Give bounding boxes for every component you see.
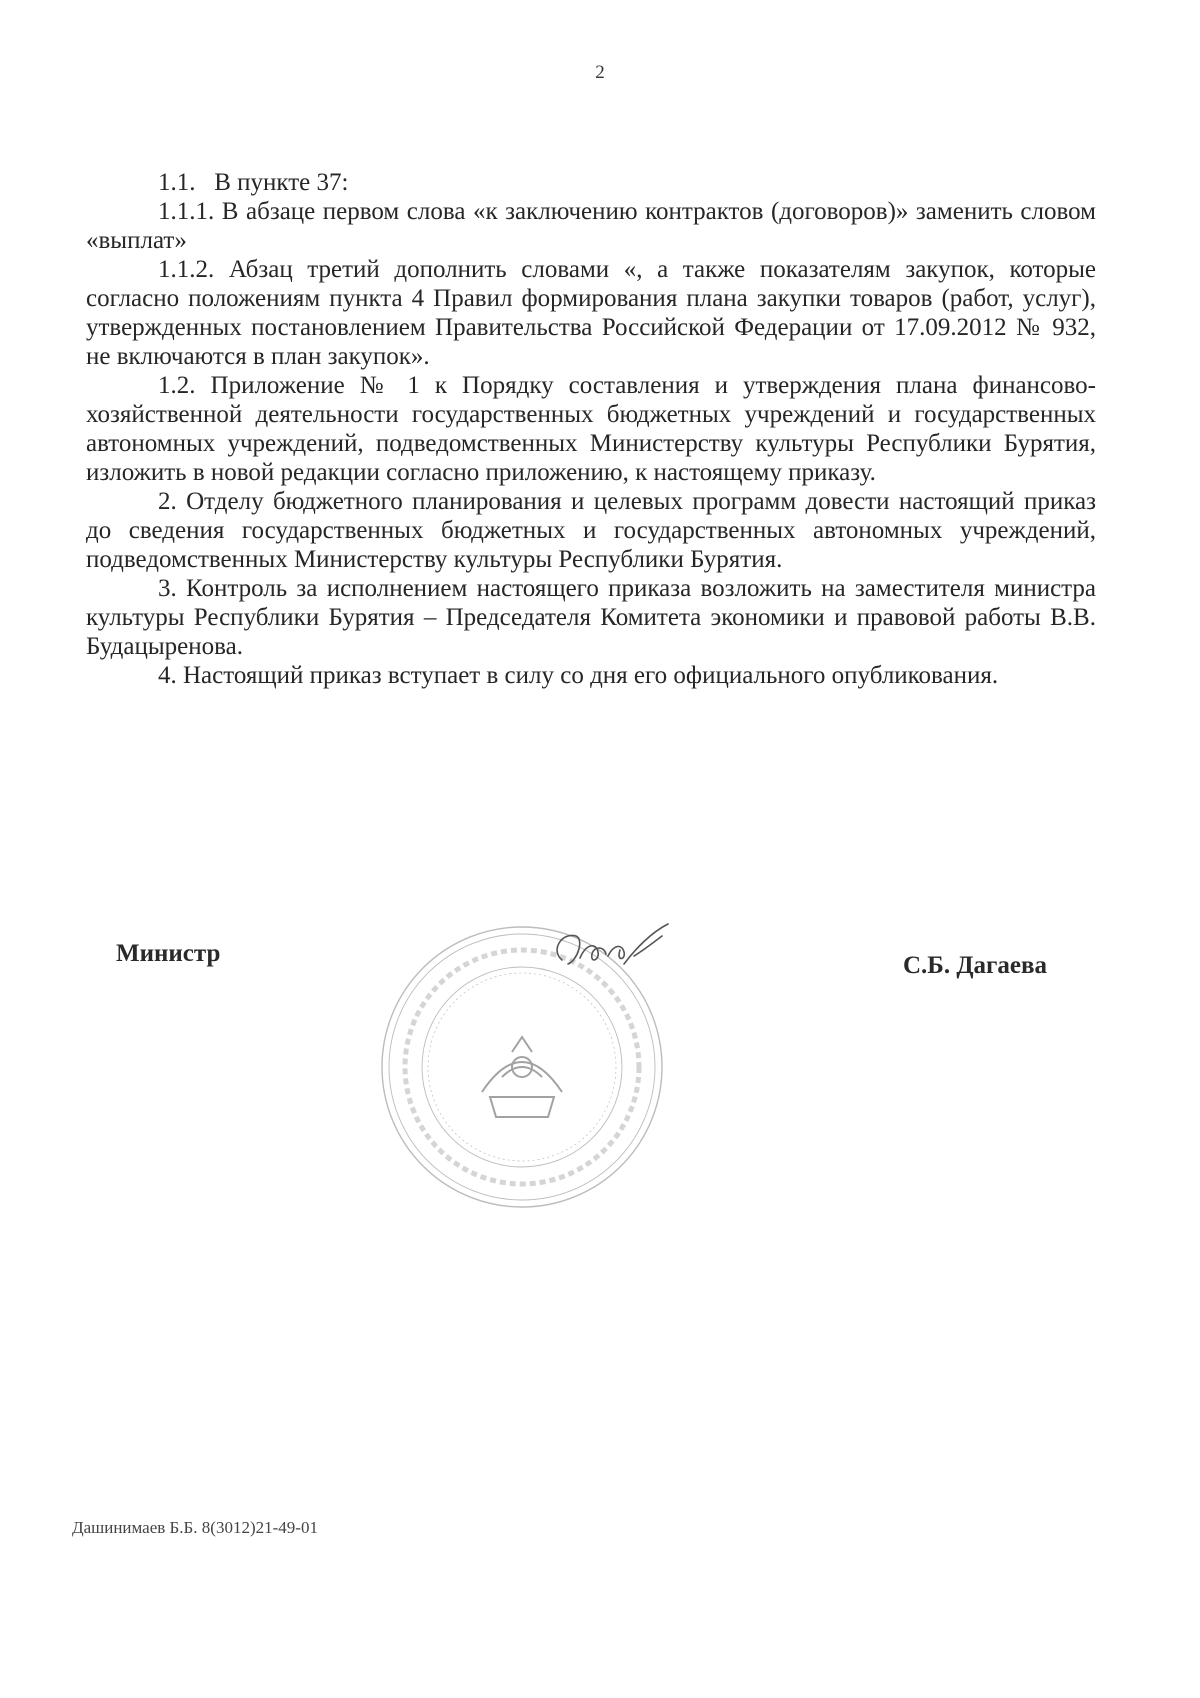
document-body [86, 168, 1096, 690]
paragraph-2: 2. Отделу бюджетного планирования и целевых программ довести настоящий приказ до сведения государственных бюджетных и государственных автономных учреждений, подведомственных Министерству культуры Республики Бурятия. [86, 488, 1096, 573]
executor-contact: Дашинимаев Б.Б. 8(3012)21-49-01 [72, 1518, 318, 1537]
paragraph-1-1: 1.1. В пункте 37: [158, 169, 349, 196]
signatory-title: Министр [116, 940, 221, 967]
handwritten-signature [540, 920, 690, 990]
paragraph-1-2: 1.2. Приложение № 1 к Порядку составления и утверждения плана финансово-хозяйственной деятельности государственных бюджетных учреждений и государственных автономных учреждений, подведомственных Министерству культуры Республики Бурятия, изложить в новой редакции согласно приложению, к настоящему приказу. [86, 372, 1096, 486]
paragraph-1-1-1: 1.1.1. В абзаце первом слова «к заключению контрактов (договоров)» заменить словом «выплат» [86, 198, 1096, 254]
page-number: 2 [595, 62, 605, 83]
paragraph-3: 3. Контроль за исполнением настоящего приказа возложить на заместителя министра культуры Республики Бурятия – Председателя Комитета экономики и правовой работы В.В. Будацыренова. [86, 575, 1096, 660]
paragraph-1-1-2: 1.1.2. Абзац третий дополнить словами «, а также показателям закупок, которые согласно положениям пункта 4 Правил формирования плана закупки товаров (работ, услуг), утвержденных постановлением Правительства Российской Федерации от 17.09.2012 № 932, не включаются в план закупок». [86, 256, 1096, 370]
paragraph-4: 4. Настоящий приказ вступает в силу со дня его официального опубликования. [158, 662, 999, 689]
signatory-name: С.Б. Дагаева [903, 952, 1047, 979]
